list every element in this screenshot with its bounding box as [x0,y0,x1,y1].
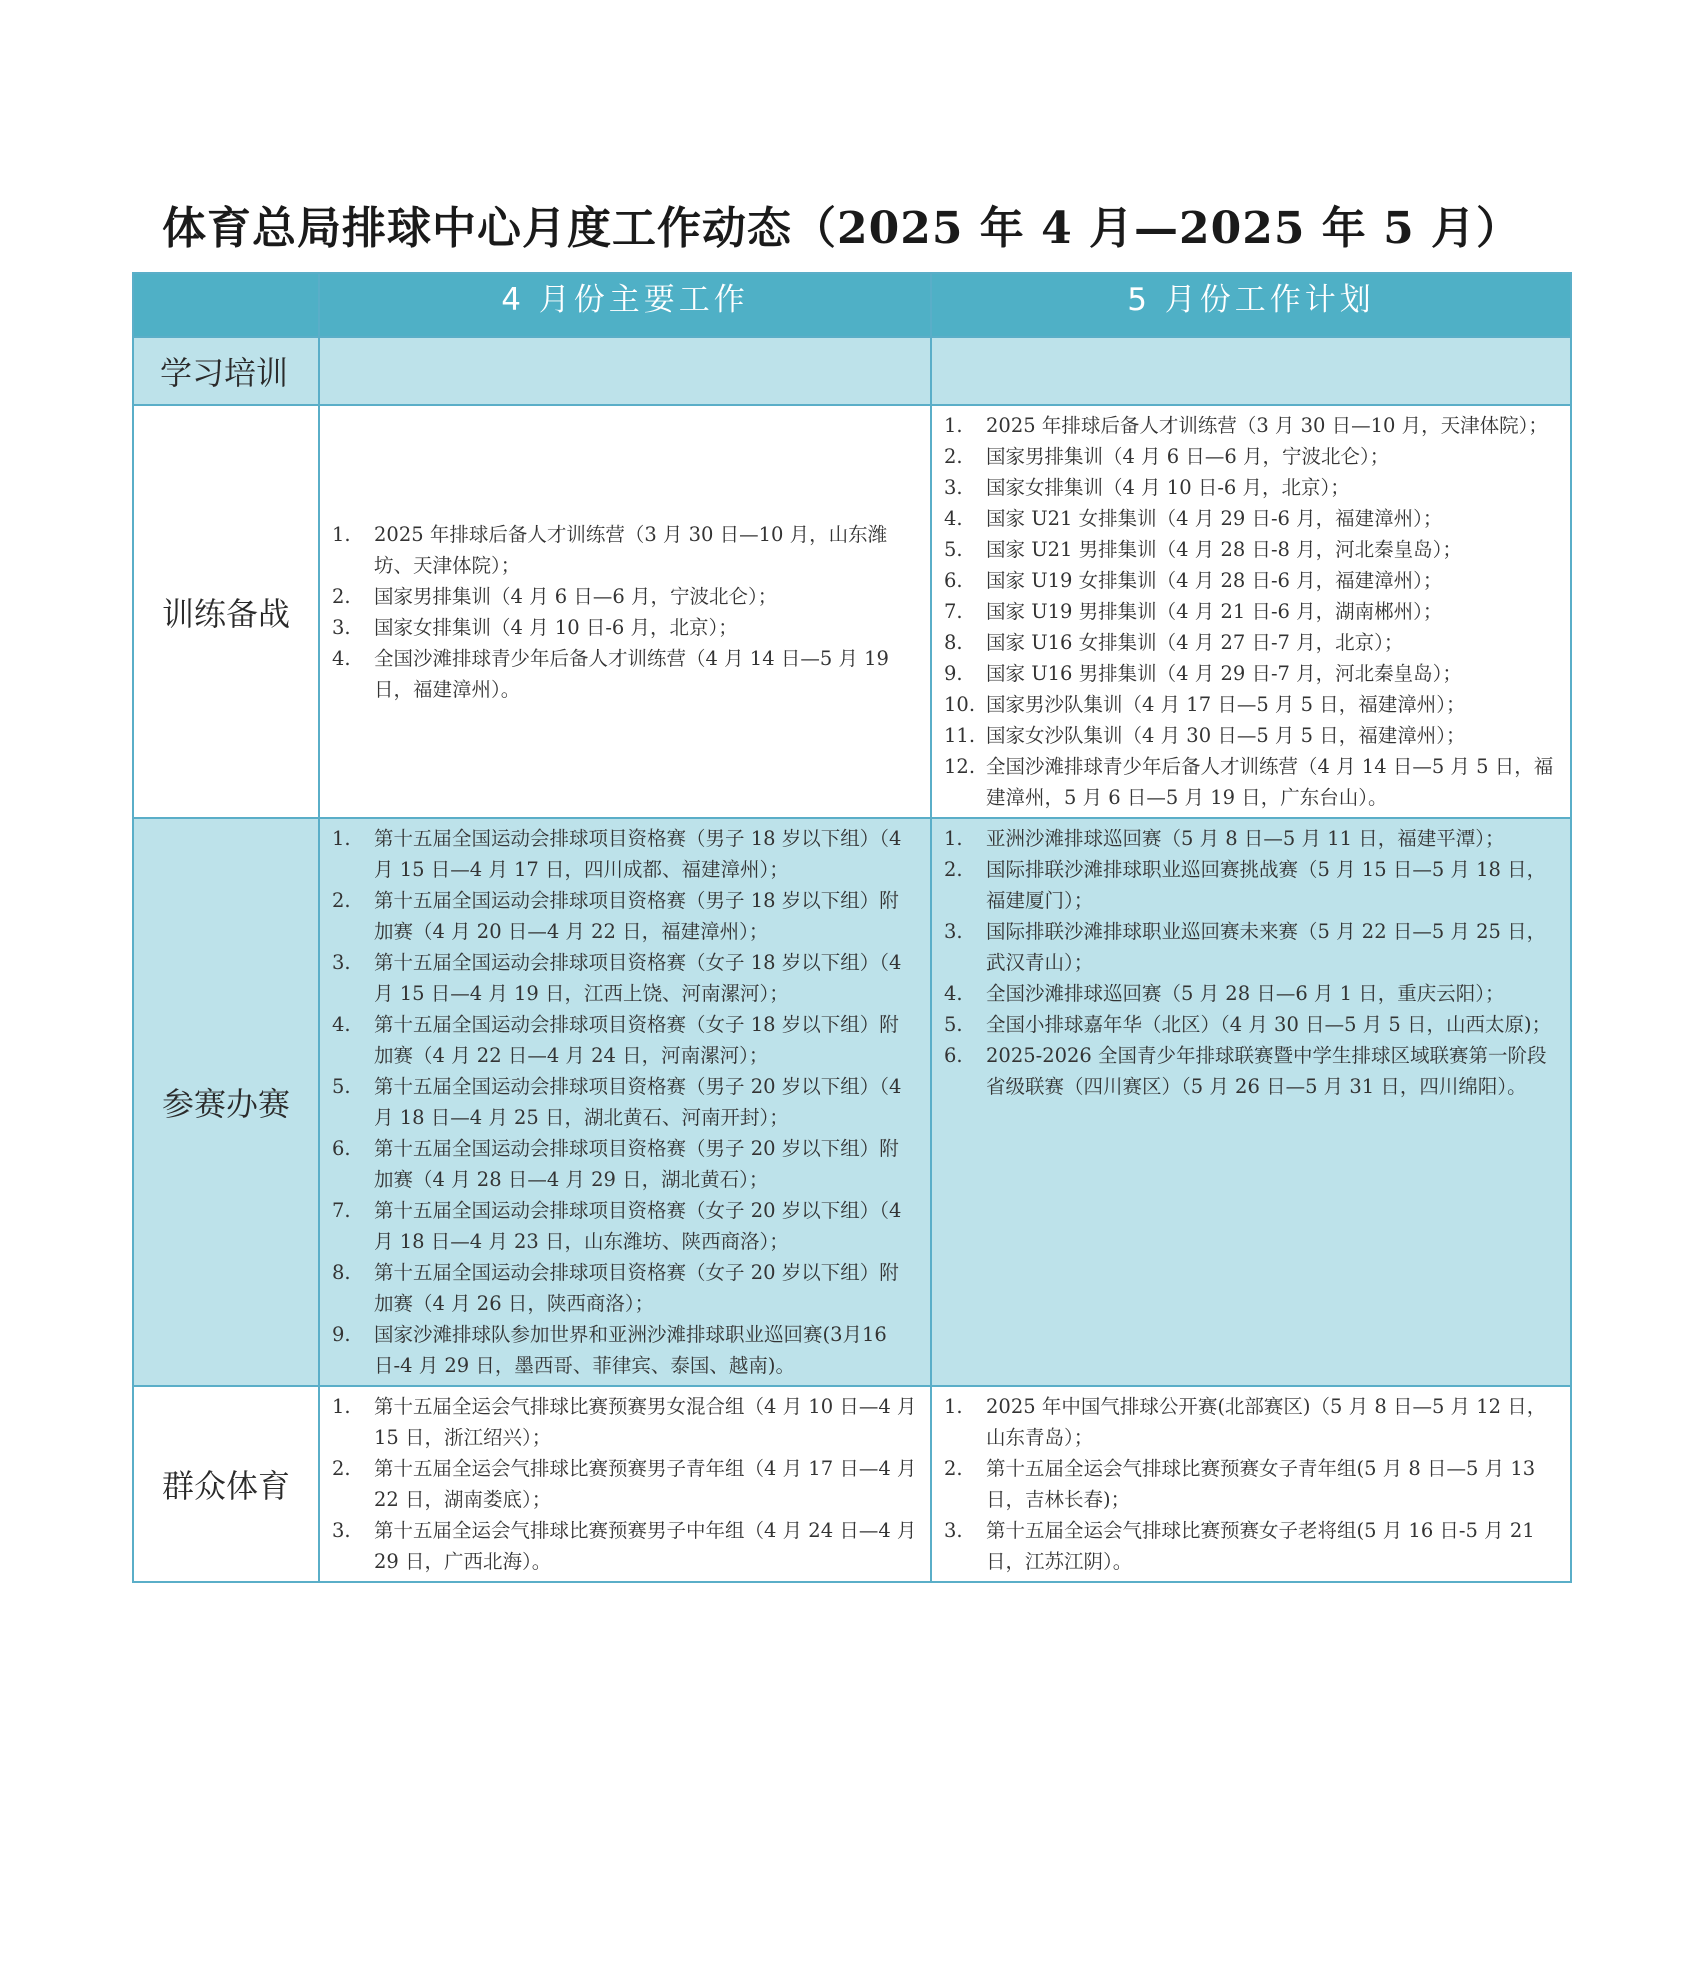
train-may-list [932,406,1570,817]
item-number: 3. [332,1519,351,1542]
item-text: 亚洲沙滩排球巡回赛（5 月 8 日—5 月 11 日，福建平潭）； [986,827,1505,850]
mass-may-list [932,1387,1570,1581]
header-april: 4 月份主要工作 [319,273,931,337]
item-number: 9. [332,1323,351,1346]
item-text: 全国沙滩排球青少年后备人才训练营（4 月 14 日—5 月 19 日，福建漳州）。 [374,646,889,701]
list-item [940,823,1558,854]
item-number: 3. [944,476,963,499]
list-item [940,410,1558,441]
table-row-mass [133,1386,1571,1582]
item-text: 第十五届全运会气排球比赛预赛女子青年组(5 月 8 日—5 月 13 日，吉林长春)； [986,1457,1536,1511]
list-item [328,612,918,643]
list-item [940,503,1558,534]
item-text: 国家男排集训（4 月 6 日—6 月，宁波北仑）； [374,584,778,608]
header-may: 5 月份工作计划 [931,273,1571,337]
item-number: 9. [944,662,963,685]
study-april-cell [319,337,931,405]
item-number: 3. [944,1519,963,1542]
item-number: 1. [944,414,963,437]
item-text: 2025 年中国气排球公开赛(北部赛区)（5 月 8 日—5 月 12 日，山东青岛）； [986,1395,1547,1449]
item-number: 6. [332,1137,351,1160]
list-item [940,627,1558,658]
list-item [328,947,918,1009]
table-row-study [133,337,1571,405]
study-may-cell [931,337,1571,405]
item-number: 2. [944,445,963,468]
item-number: 2. [332,1457,351,1480]
item-number: 5. [944,538,963,561]
list-item [940,689,1558,720]
item-number: 2. [944,1457,963,1480]
table-row-train [133,405,1571,818]
item-text: 国家 U19 女排集训（4 月 28 日-6 月，福建漳州）； [986,569,1443,592]
item-text: 第十五届全运会气排球比赛预赛女子老将组(5 月 16 日-5 月 21 日，江苏江阴）。 [986,1519,1535,1573]
list-item [940,978,1558,1009]
item-number: 2. [944,858,963,881]
compete-may-cell [931,818,1571,1386]
item-text: 国际排联沙滩排球职业巡回赛挑战赛（5 月 15 日—5 月 18 日，福建厦门）； [986,858,1547,912]
list-item [328,581,918,612]
list-item [940,916,1558,978]
item-number: 5. [332,1075,351,1098]
list-item [940,720,1558,751]
item-text: 国家 U16 男排集训（4 月 29 日-7 月，河北秦皇岛）； [986,662,1462,685]
item-number: 8. [332,1261,351,1284]
list-item [328,1319,918,1381]
item-number: 1. [332,1395,351,1418]
item-text: 第十五届全运会气排球比赛预赛男子中年组（4 月 24 日—4 月 29 日，广西北海）。 [374,1519,917,1573]
item-number: 3. [332,951,351,974]
list-item [328,1071,918,1133]
item-text: 国家 U19 男排集训（4 月 21 日-6 月，湖南郴州）； [986,600,1443,623]
item-text: 国家女排集训（4 月 10 日-6 月，北京）； [986,476,1350,499]
item-text: 全国沙滩排球青少年后备人才训练营（4 月 14 日—5 月 5 日，福建漳州，5 月 6 日—5 月 19 日，广东台山）。 [986,755,1554,809]
list-item [940,751,1558,813]
item-text: 国家 U16 女排集训（4 月 27 日-7 月，北京）； [986,631,1404,654]
list-item [940,1391,1558,1453]
list-item [328,1453,918,1515]
compete-april-list [320,819,930,1385]
table-row-compete [133,818,1571,1386]
item-number: 3. [332,615,351,639]
page-title: 体育总局排球中心月度工作动态（2025 年 4 月—2025 年 5 月） [161,203,1522,254]
item-text: 国家女沙队集训（4 月 30 日—5 月 5 日，福建漳州）； [986,724,1466,747]
item-number: 12. [944,755,976,778]
item-number: 1. [944,1395,963,1418]
item-number: 4. [944,982,963,1005]
item-number: 4. [332,1013,351,1036]
item-text: 国家男排集训（4 月 6 日—6 月，宁波北仑）； [986,445,1390,468]
mass-april-list [320,1387,930,1581]
category-compete: 参赛办赛 [133,818,319,1386]
list-item [940,565,1558,596]
list-item [940,472,1558,503]
item-number: 6. [944,569,963,592]
list-item [940,1453,1558,1515]
category-study: 学习培训 [133,337,319,405]
mass-may-cell [931,1386,1571,1582]
train-may-cell [931,405,1571,818]
list-item [328,1515,918,1577]
item-number: 1. [332,522,351,546]
item-text: 2025 年排球后备人才训练营（3 月 30 日—10 月，天津体院）； [986,414,1548,437]
item-text: 全国小排球嘉年华（北区）（4 月 30 日—5 月 5 日，山西太原)； [986,1013,1552,1036]
item-text: 第十五届全国运动会排球项目资格赛（男子 20 岁以下组）附加赛（4 月 28 日—4 月 29 日，湖北黄石）； [374,1137,899,1191]
item-number: 1. [944,827,963,850]
list-item [940,1040,1558,1102]
item-number: 8. [944,631,963,654]
list-item [940,534,1558,565]
item-text: 国家女排集训（4 月 10 日-6 月，北京）； [374,615,738,639]
item-number: 2. [332,584,351,608]
list-item [940,658,1558,689]
compete-april-cell [319,818,931,1386]
list-item [328,1133,918,1195]
item-text: 第十五届全国运动会排球项目资格赛（男子 18 岁以下组）附加赛（4 月 20 日—4 月 22 日，福建漳州）； [374,889,899,943]
item-number: 7. [332,1199,351,1222]
item-number: 2. [332,889,351,912]
list-item [328,1195,918,1257]
item-number: 4. [332,646,351,670]
item-text: 第十五届全运会气排球比赛预赛男女混合组（4 月 10 日—4 月 15 日，浙江绍兴）； [374,1395,917,1449]
item-text: 第十五届全国运动会排球项目资格赛（女子 18 岁以下组）附加赛（4 月 22 日—4 月 24 日，河南漯河）； [374,1013,899,1067]
train-april-cell [319,405,931,818]
item-text: 国家 U21 男排集训（4 月 28 日-8 月，河北秦皇岛）； [986,538,1462,561]
list-item [940,596,1558,627]
item-number: 4. [944,507,963,530]
list-item [940,1515,1558,1577]
item-text: 2025 年排球后备人才训练营（3 月 30 日—10 月，山东潍坊、天津体院）； [374,522,888,577]
list-item [328,519,918,581]
list-item [328,1257,918,1319]
list-item [328,1391,918,1453]
item-text: 国家沙滩排球队参加世界和亚洲沙滩排球职业巡回赛(3月16日-4 月 29 日，墨西哥、菲律宾、泰国、越南)。 [374,1323,887,1377]
category-train: 训练备战 [133,405,319,818]
train-april-list [320,515,930,709]
list-item [940,854,1558,916]
table-header-row [133,273,1571,337]
mass-april-cell [319,1386,931,1582]
item-text: 第十五届全运会气排球比赛预赛男子青年组（4 月 17 日—4 月 22 日，湖南娄底）； [374,1457,917,1511]
list-item [940,1009,1558,1040]
work-plan-table [132,272,1572,1583]
item-number: 3. [944,920,963,943]
item-text: 第十五届全国运动会排球项目资格赛（女子 20 岁以下组）（4 月 18 日—4 月 23 日，山东潍坊、陕西商洛）； [374,1199,902,1253]
item-text: 全国沙滩排球巡回赛（5 月 28 日—6 月 1 日，重庆云阳）； [986,982,1505,1005]
list-item [328,885,918,947]
item-number: 7. [944,600,963,623]
list-item [328,823,918,885]
item-text: 国家男沙队集训（4 月 17 日—5 月 5 日，福建漳州）； [986,693,1466,716]
compete-may-list [932,819,1570,1106]
item-text: 2025-2026 全国青少年排球联赛暨中学生排球区域联赛第一阶段省级联赛（四川赛区）（5 月 26 日—5 月 31 日，四川绵阳）。 [986,1044,1547,1098]
item-text: 第十五届全国运动会排球项目资格赛（男子 18 岁以下组）（4 月 15 日—4 月 17 日，四川成都、福建漳州）； [374,827,902,881]
list-item [328,1009,918,1071]
item-text: 第十五届全国运动会排球项目资格赛（女子 18 岁以下组）（4 月 15 日—4 月 19 日，江西上饶、河南漯河）； [374,951,902,1005]
item-text: 国家 U21 女排集训（4 月 29 日-6 月，福建漳州）； [986,507,1443,530]
item-number: 5. [944,1013,963,1036]
list-item [940,441,1558,472]
item-text: 第十五届全国运动会排球项目资格赛（女子 20 岁以下组）附加赛（4 月 26 日，陕西商洛）； [374,1261,899,1315]
list-item [328,643,918,705]
item-number: 10. [944,693,976,716]
item-text: 第十五届全国运动会排球项目资格赛（男子 20 岁以下组）（4 月 18 日—4 月 25 日，湖北黄石、河南开封）； [374,1075,902,1129]
category-mass: 群众体育 [133,1386,319,1582]
item-number: 1. [332,827,351,850]
item-number: 6. [944,1044,963,1067]
item-number: 11. [944,724,976,747]
item-text: 国际排联沙滩排球职业巡回赛未来赛（5 月 22 日—5 月 25 日，武汉青山）； [986,920,1547,974]
header-corner-cell [133,273,319,337]
